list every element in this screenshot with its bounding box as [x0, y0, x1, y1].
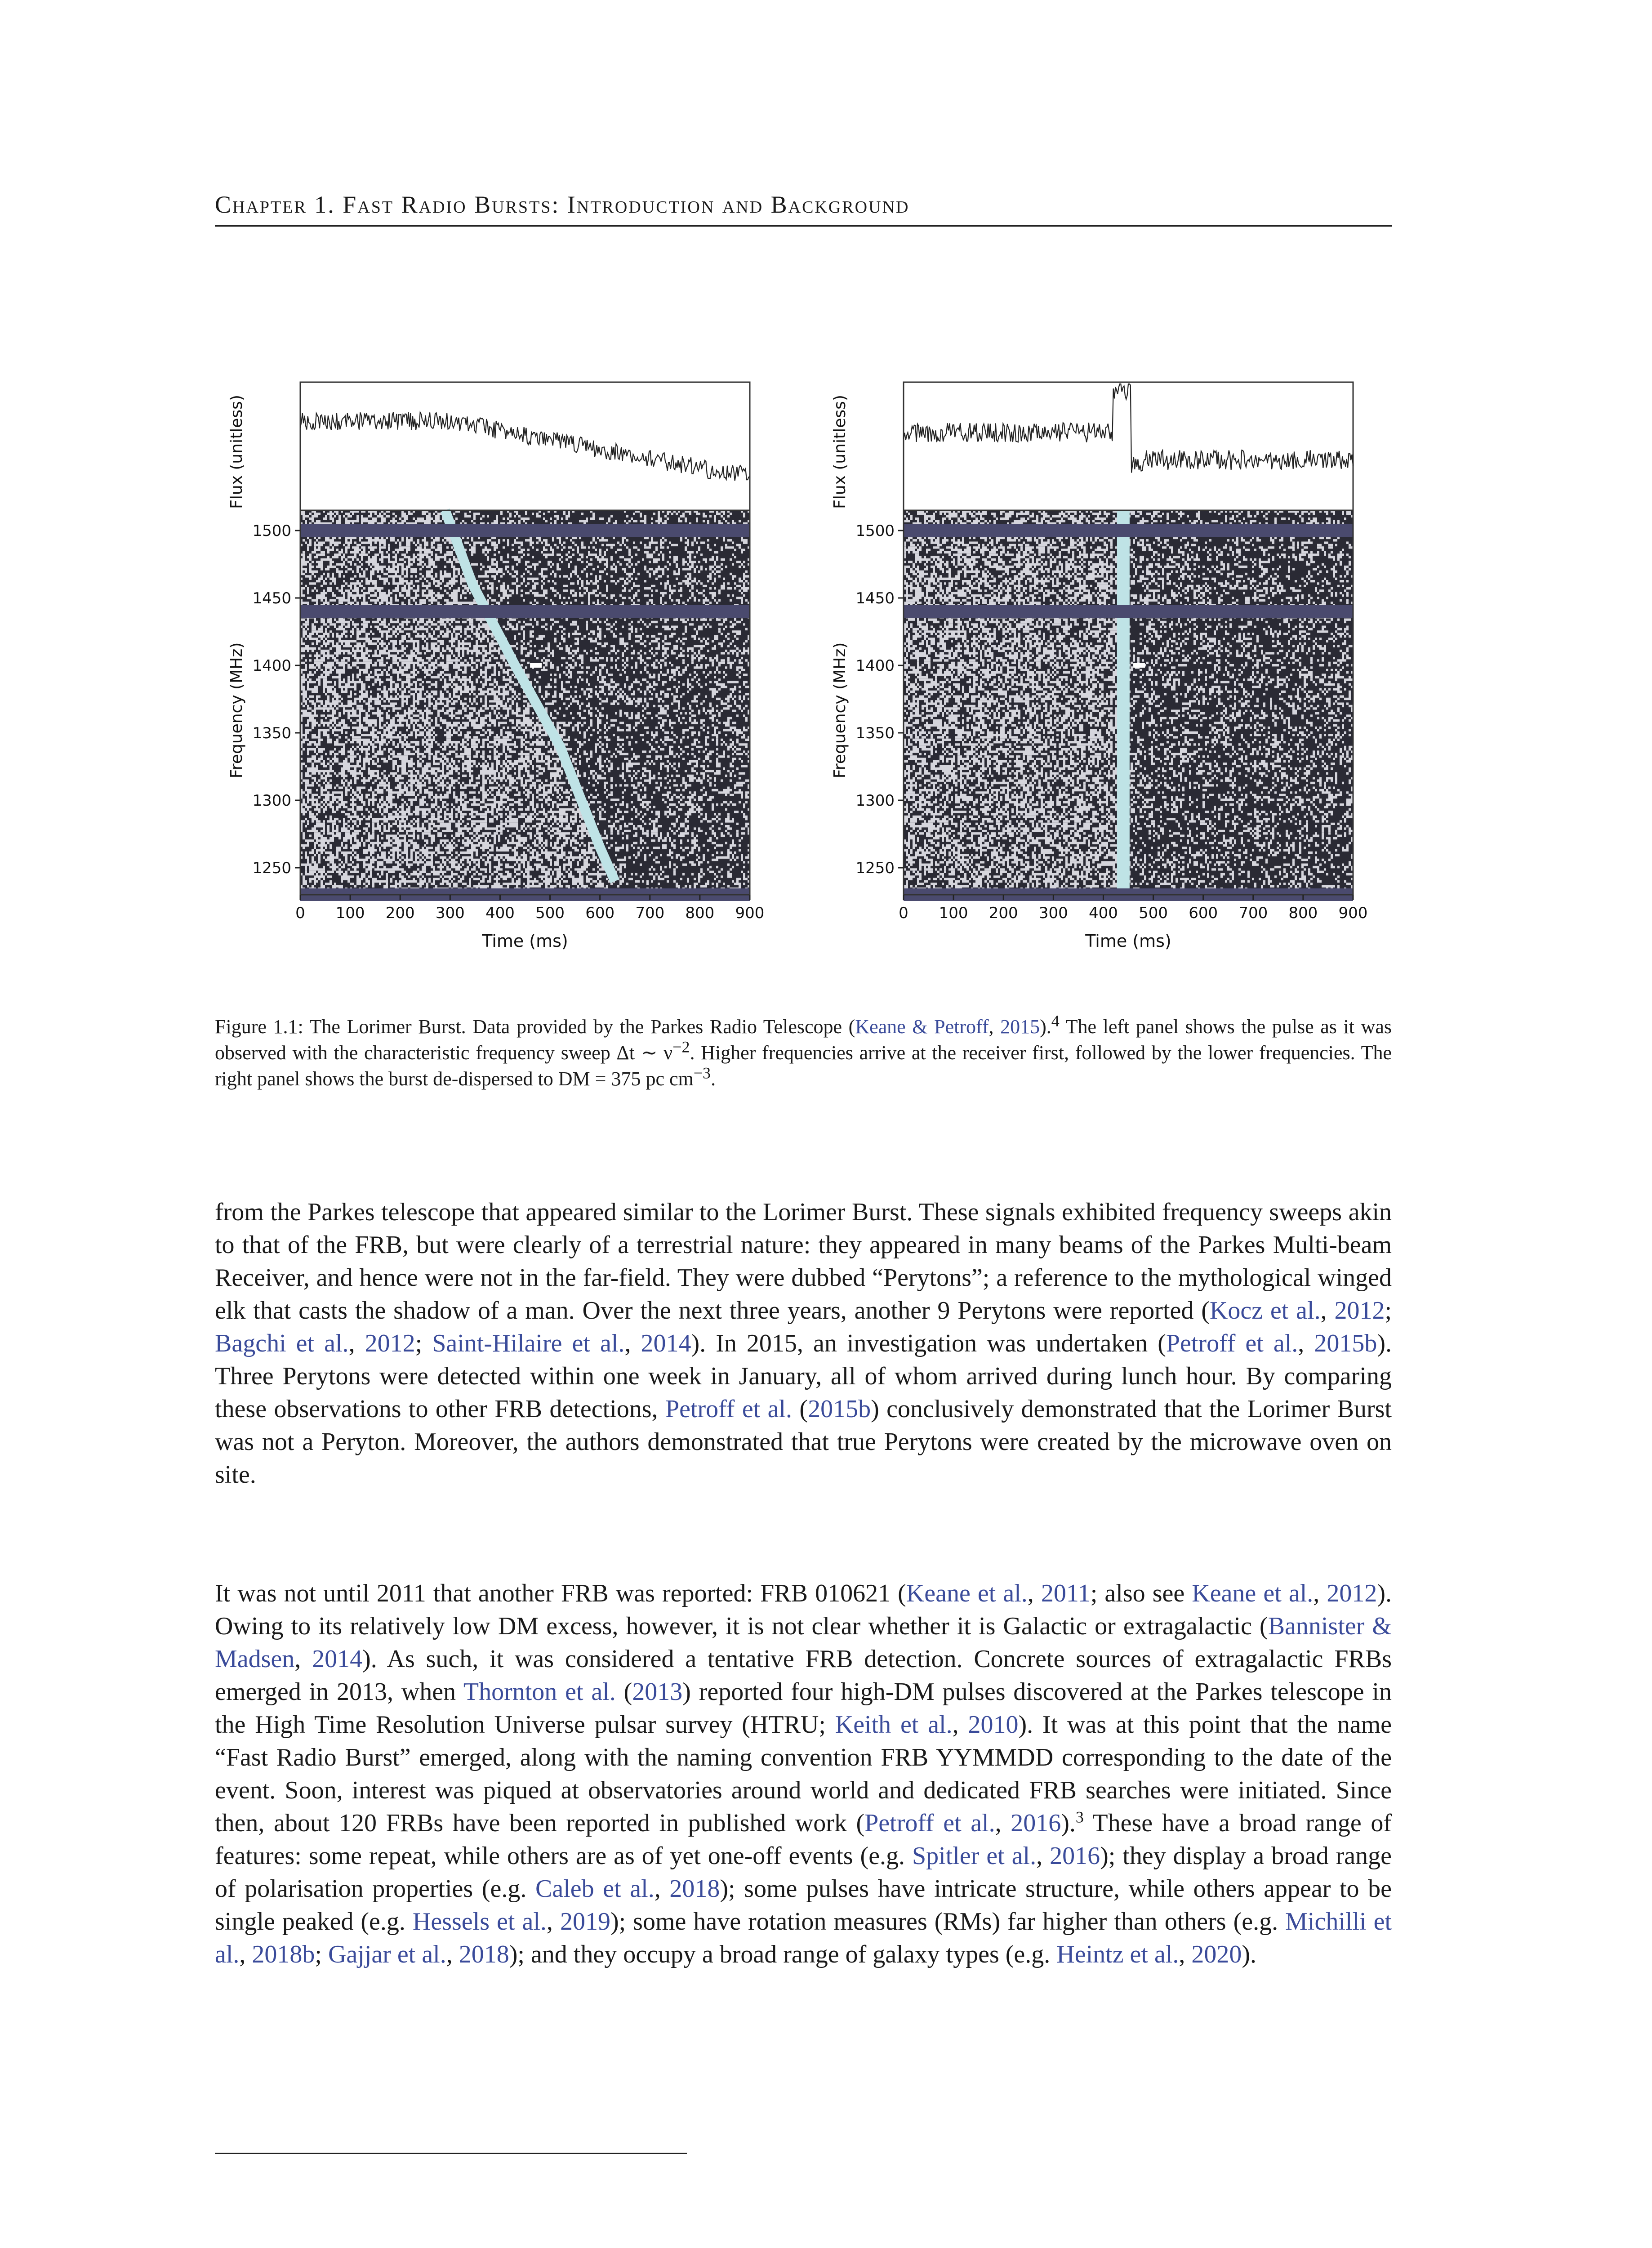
citation-year-link[interactable]: 2012 [1327, 1579, 1377, 1607]
citation-link[interactable]: Spitler et al. [912, 1842, 1037, 1870]
paragraph-text: ); some have rotation measures (RMs) far higher than others (e.g. [610, 1908, 1286, 1936]
citation-link[interactable]: Heintz et al. [1056, 1940, 1179, 1968]
left-panel-svg [215, 369, 790, 967]
citation-link[interactable]: Caleb et al. [535, 1875, 655, 1903]
paragraph-text: ; [415, 1329, 432, 1357]
citation-link[interactable]: Petroff et al. [1166, 1329, 1298, 1357]
flux-frame [904, 382, 1353, 510]
paragraph-text: , [348, 1329, 365, 1357]
exponent: −3 [693, 1064, 711, 1082]
y-tick-label: 1500 [855, 522, 895, 540]
x-tick-label: 900 [1338, 904, 1368, 922]
paragraph-frb-history [215, 1577, 1392, 1971]
citation-year-link[interactable]: 2016 [1050, 1842, 1100, 1870]
figure-right-panel [818, 369, 1394, 967]
x-tick-label: 400 [1088, 904, 1118, 922]
y-tick-label: 1400 [252, 657, 291, 675]
figure-left-panel [215, 369, 790, 967]
caption-label: Figure 1.1: [215, 1016, 303, 1038]
x-tick-label: 900 [735, 904, 765, 922]
caption-text: . Higher frequencies arrive at the receiver first, followed by the lower frequencies. The right panel shows the burst de-dispersed to DM = 375 pc cm [215, 1042, 1392, 1090]
x-tick-label: 600 [1189, 904, 1218, 922]
x-tick-label: 600 [585, 904, 615, 922]
right-freq-ylabel: Frequency (MHz) [831, 642, 849, 779]
x-tick-label: 200 [989, 904, 1018, 922]
masked-channel-band [300, 524, 750, 537]
paragraph-text: , [952, 1711, 968, 1739]
citation-year-link[interactable]: 2011 [1041, 1579, 1091, 1607]
x-tick-label: 100 [939, 904, 968, 922]
paragraph-text: , [654, 1875, 670, 1903]
left-flux-ylabel: Flux (unitless) [227, 395, 246, 509]
right-flux-plot [904, 382, 1353, 510]
left-dynamic-spectrum [252, 510, 764, 922]
citation-year-link[interactable]: 2012 [365, 1329, 415, 1357]
rfi-artifact [1133, 663, 1145, 668]
citation-year-link[interactable]: 2020 [1191, 1940, 1242, 1968]
right-panel-svg [818, 369, 1394, 967]
y-tick-label: 1400 [855, 657, 895, 675]
citation-link[interactable]: Bagchi et al. [215, 1329, 349, 1357]
paragraph-text: , [624, 1329, 641, 1357]
masked-channel-band [904, 605, 1353, 618]
citation-year-link[interactable]: 2010 [968, 1711, 1019, 1739]
citation-year-link[interactable]: 2015 [1000, 1016, 1040, 1038]
paragraph-text: ). Owing to its relatively low DM excess, however, it is not clear whether it is Galactic or extragalactic ( [215, 1579, 1392, 1640]
citation-link[interactable]: Hessels et al. [412, 1908, 547, 1936]
x-tick-label: 400 [485, 904, 515, 922]
running-header [215, 191, 1392, 227]
paragraph-text: , [446, 1940, 459, 1968]
citation-year-link[interactable]: 2018 [459, 1940, 509, 1968]
paragraph-text: It was not until 2011 that another FRB was reported: FRB 010621 ( [215, 1579, 906, 1607]
x-tick-label: 700 [1238, 904, 1268, 922]
masked-channel-band [904, 524, 1353, 537]
citation-link[interactable]: Thornton et al. [463, 1678, 616, 1706]
paragraph-text: ); they display a broad range of polarisation properties (e.g. [215, 1842, 1392, 1903]
y-tick-label: 1300 [855, 792, 895, 810]
paragraph-text: , [1027, 1579, 1041, 1607]
footnote-marker[interactable]: 4 [1051, 1012, 1060, 1030]
y-tick-label: 1300 [252, 792, 291, 810]
citation-link[interactable]: Keith et al. [835, 1711, 953, 1739]
paragraph-text: ). In 2015, an investigation was undertaken ( [691, 1329, 1166, 1357]
caption-text: , [989, 1016, 1001, 1038]
paragraph-text: ; also see [1090, 1579, 1192, 1607]
citation-year-link[interactable]: 2013 [632, 1678, 683, 1706]
dedispersed-pulse [1117, 510, 1130, 895]
rfi-artifact [530, 663, 542, 668]
citation-year-link[interactable]: 2015b [1314, 1329, 1377, 1357]
paragraph-text: , [239, 1940, 252, 1968]
y-tick-label: 1450 [855, 589, 895, 607]
y-tick-label: 1500 [252, 522, 291, 540]
x-tick-label: 300 [1038, 904, 1068, 922]
paragraph-text: , [1036, 1842, 1050, 1870]
left-xlabel: Time (ms) [482, 931, 568, 951]
caption-text: . [711, 1068, 716, 1090]
citation-link[interactable]: Saint-Hilaire et al. [432, 1329, 625, 1357]
paragraph-text: , [1179, 1940, 1192, 1968]
citation-link[interactable]: Kocz et al. [1209, 1297, 1321, 1325]
paragraph-text: , [546, 1908, 560, 1936]
paragraph-text: ); and they occupy a broad range of galaxy types (e.g. [509, 1940, 1057, 1968]
paragraph-text: ). [1242, 1940, 1257, 1968]
citation-link[interactable]: Keane et al. [1192, 1579, 1314, 1607]
citation-year-link[interactable]: 2015b [808, 1395, 871, 1423]
x-tick-label: 0 [295, 904, 305, 922]
right-flux-ylabel: Flux (unitless) [831, 395, 849, 509]
paragraph-text: ). As such, it was considered a tentative FRB detection. Concrete sources of extragalactic FRBs emerged in 2013, when [215, 1645, 1392, 1706]
citation-year-link[interactable]: 2019 [560, 1908, 610, 1936]
y-tick-label: 1250 [252, 859, 291, 877]
paragraph-text: , [1320, 1297, 1335, 1325]
citation-year-link[interactable]: 2018 [669, 1875, 720, 1903]
x-tick-label: 200 [385, 904, 415, 922]
x-tick-label: 800 [685, 904, 715, 922]
x-tick-label: 800 [1288, 904, 1318, 922]
paragraph-text: These have a broad range of features: some repeat, while others are as of yet one-off events (e.g. [215, 1809, 1392, 1870]
citation-year-link[interactable]: 2012 [1334, 1297, 1385, 1325]
x-tick-label: 700 [635, 904, 665, 922]
masked-channel-band [300, 605, 750, 618]
x-tick-label: 500 [535, 904, 565, 922]
paragraph-text: , [294, 1645, 312, 1673]
paragraph-text: ). [1061, 1809, 1076, 1837]
paragraph-text: ); some pulses have intricate structure, while others appear to be single peaked (e.g. [215, 1875, 1392, 1936]
paragraph-text: , [1313, 1579, 1327, 1607]
x-tick-label: 0 [899, 904, 908, 922]
citation-link[interactable]: Gajjar et al. [328, 1940, 446, 1968]
y-tick-label: 1450 [252, 589, 291, 607]
paragraph-text: ). It was at this point that the name “Fast Radio Burst” emerged, along with the naming convention FRB YYMMDD corresponding to the date of the event. Soon, interest was piqued at observatories around world and dedicated FRB searches were initiated. Since then, about 120 FRBs have been reported in published work ( [215, 1711, 1392, 1837]
paragraph-text: ; [1385, 1297, 1392, 1325]
footnote-rule [215, 2153, 687, 2154]
citation-link[interactable]: Michilli et al. [215, 1908, 1392, 1968]
paragraph-text: ( [792, 1395, 808, 1423]
paragraph-text: , [1298, 1329, 1314, 1357]
paragraph-text: ) conclusively demonstrated that the Lorimer Burst was not a Peryton. Moreover, the authors demonstrated that true Perytons were created by the microwave oven on site. [215, 1395, 1392, 1489]
citation-year-link[interactable]: 2014 [641, 1329, 691, 1357]
figure-caption [215, 1014, 1392, 1092]
citation-link[interactable]: Petroff et al. [864, 1809, 995, 1837]
caption-text: The left panel shows the pulse as it was observed with the characteristic frequency sweep Δt ∼ ν [215, 1016, 1392, 1064]
y-tick-label: 1250 [855, 859, 895, 877]
left-freq-ylabel: Frequency (MHz) [227, 642, 246, 779]
citation-link[interactable]: Keane et al. [906, 1579, 1028, 1607]
paragraph-perytons [215, 1196, 1392, 1491]
y-tick-label: 1350 [855, 724, 895, 742]
y-tick-label: 1350 [252, 724, 291, 742]
caption-text: The Lorimer Burst. Data provided by the Parkes Radio Telescope ( [303, 1016, 855, 1038]
paragraph-text: ). Three Perytons were detected within one week in January, all of whom arrived during lunch hour. By comparing these observations to other FRB detections, [215, 1329, 1392, 1423]
caption-text: ). [1040, 1016, 1051, 1038]
paragraph-text: ) reported four high-DM pulses discovered at the Parkes telescope in the High Time Resolution Universe pulsar survey (HTRU; [215, 1678, 1392, 1739]
citation-year-link[interactable]: 2018b [252, 1940, 315, 1968]
citation-year-link[interactable]: 2016 [1011, 1809, 1061, 1837]
citation-link[interactable]: Petroff et al. [665, 1395, 793, 1423]
x-tick-label: 100 [335, 904, 365, 922]
citation-year-link[interactable]: 2014 [312, 1645, 363, 1673]
citation-link[interactable]: Keane & Petroff [855, 1016, 989, 1038]
x-tick-label: 300 [435, 904, 465, 922]
x-tick-label: 500 [1139, 904, 1168, 922]
paragraph-text: ( [615, 1678, 632, 1706]
exponent: −2 [672, 1038, 690, 1056]
paragraph-text: , [995, 1809, 1011, 1837]
citation-link[interactable]: Bannister & Madsen [215, 1612, 1392, 1673]
paragraph-text: ; [315, 1940, 328, 1968]
footnote-marker[interactable]: 3 [1075, 1808, 1084, 1826]
right-xlabel: Time (ms) [1085, 931, 1171, 951]
flux-frame [300, 382, 750, 510]
paragraph-text: from the Parkes telescope that appeared similar to the Lorimer Burst. These signals exhibited frequency sweeps akin to that of the FRB, but were clearly of a terrestrial nature: they appeared in many beams of the Parkes Multi-beam Receiver, and hence were not in the far-field. They were dubbed “Perytons”; a reference to the mythological winged elk that casts the shadow of a man. Over the next three years, another 9 Perytons were reported ( [215, 1198, 1392, 1325]
left-flux-plot [300, 382, 750, 510]
right-dynamic-spectrum [855, 510, 1367, 922]
chapter-title: Chapter 1. Fast Radio Bursts: Introduction and Background [215, 191, 910, 218]
